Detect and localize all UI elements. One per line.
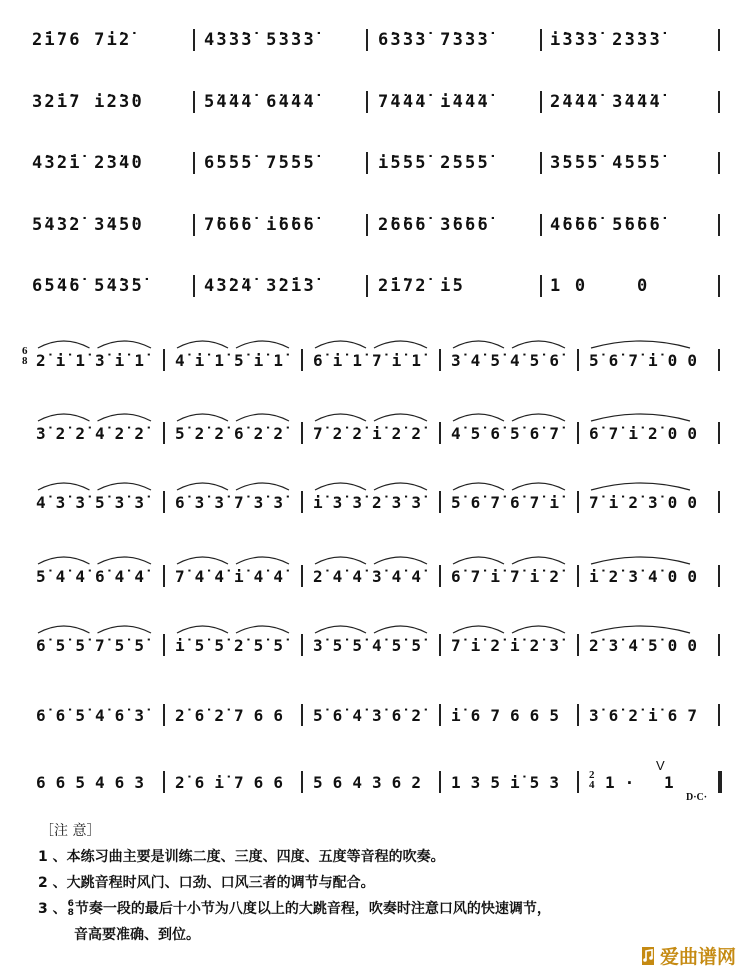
time-sig-bottom: 8 [22, 355, 28, 367]
measure: 3̇ 5̇ 5̇ 4̇ 5̇ 5̇ [313, 635, 422, 655]
barline [366, 91, 368, 113]
barline [301, 565, 303, 587]
barline [577, 422, 579, 444]
watermark-text: 爱曲谱网 [659, 946, 736, 968]
measure: 5̇ 6̇ 7̇ i̇ 0 0 [589, 350, 698, 370]
slur-arc [315, 557, 366, 564]
time-sig-top: 2 [589, 769, 595, 781]
slur-arc [98, 341, 152, 348]
slur-marks [313, 409, 431, 423]
slur-marks [313, 621, 431, 635]
measure: 6̇ 6̇ 5̇ 4̇ 6̇ 3̇ [36, 705, 145, 725]
score-line-11 [0, 695, 750, 735]
note-item-2: 2 、大跳音程时风门、口劲、口风三者的调节与配合。 [38, 875, 375, 891]
barline [718, 491, 720, 513]
barline [301, 704, 303, 726]
notes-block [38, 818, 718, 948]
barline [366, 152, 368, 174]
score-line-5 [0, 266, 750, 306]
barline [366, 29, 368, 51]
barline [301, 491, 303, 513]
measure: 3̇ 4̇ 5̇ 4̇ 5̇ 6̇ [451, 350, 560, 370]
measure: i̇ 5̇ 5̇ 2̇ 5̇ 5̇ [175, 635, 284, 655]
measure: 7̇ i̇ 2̇ 3̇ 0 0 [589, 492, 698, 512]
slur-arc [374, 557, 427, 564]
barline [718, 422, 720, 444]
slur-arc [591, 341, 690, 348]
slur-arc [236, 414, 289, 421]
barline [577, 634, 579, 656]
score-line-8 [0, 482, 750, 522]
measure: i̇3̇3̇3̇ 2̇3̇3̇3̇ [550, 30, 662, 50]
slur-arc [38, 414, 90, 421]
measure: 6̇ 5̇ 5̇ 7̇ 5̇ 5̇ [36, 635, 145, 655]
slur-arc [177, 414, 228, 421]
barline [163, 634, 165, 656]
slur-arc [177, 626, 228, 633]
note-item-1: 1 、本练习曲主要是训练二度、三度、四度、五度等音程的吹奏。 [38, 849, 445, 865]
time-signature-6-8 [22, 346, 28, 366]
slur-arc [38, 626, 90, 633]
barline [301, 349, 303, 371]
barline [193, 152, 195, 174]
measure: 5 6 4 3 6 2 [313, 772, 422, 792]
note-item-3-continued: 音高要准确、到位。 [74, 927, 200, 943]
slur-arc [512, 414, 565, 421]
score-line-4 [0, 205, 750, 245]
measure: 6̇5̇5̇5̇ 7̇5̇5̇5̇ [204, 153, 316, 173]
barline [540, 29, 542, 51]
slur-arc [453, 483, 504, 490]
slur-marks [451, 336, 569, 350]
slur-arc [236, 341, 289, 348]
slur-marks [36, 552, 155, 566]
note-item-3-text: 节奏一段的最后十小节为八度以上的大跳音程，吹奏时注意口风的快速调节， [74, 901, 551, 917]
measure: 5̇4̇3̇2̇ 3̇4̇5̇0 [32, 215, 144, 235]
measure: 3̇2̇i̇7 i̇2̇3̇0 [32, 92, 144, 112]
barline [718, 152, 720, 174]
measure: 6 6 5 4 6 3 [36, 772, 145, 792]
measure: 6̇ i̇ 1̇ 7̇ i̇ 1̇ [313, 350, 422, 370]
breath-mark: V [656, 758, 665, 773]
slur-arc [512, 557, 565, 564]
barline [439, 565, 441, 587]
slur-arc [98, 483, 152, 490]
slur-arc [236, 557, 289, 564]
slur-arc [38, 341, 90, 348]
slur-arc [591, 414, 690, 421]
barline [439, 704, 441, 726]
measure: 2̇ i̇ 1̇ 3̇ i̇ 1̇ [36, 350, 145, 370]
measure: i̇ 2̇ 3̇ 4̇ 0 0 [589, 566, 698, 586]
time-sig-bottom: 4 [589, 779, 595, 791]
slur-marks [451, 552, 569, 566]
measure: 7̇ 4̇ 4̇ i̇ 4̇ 4̇ [175, 566, 284, 586]
barline [577, 565, 579, 587]
measure: 2̇i̇72̇ i̇5 [378, 276, 466, 296]
slur-arc [374, 483, 427, 490]
barline [718, 349, 720, 371]
time-sig-top: 6 [22, 345, 28, 357]
measure: 7̇ i̇ 2̇ i̇ 2̇ 3̇ [451, 635, 560, 655]
measure: 2̇ 6̇ 2̇ 7 6 6 [175, 705, 284, 725]
barline [718, 704, 720, 726]
barline [193, 91, 195, 113]
barline [163, 704, 165, 726]
slur-arc [591, 626, 690, 633]
barline [439, 422, 441, 444]
slur-arc [453, 341, 504, 348]
barline [301, 422, 303, 444]
barline [163, 771, 165, 793]
barline [577, 771, 579, 793]
slur-arc [512, 483, 565, 490]
slur-arc [512, 341, 565, 348]
barline [577, 704, 579, 726]
barline [439, 771, 441, 793]
barline [193, 214, 195, 236]
slur-arc [38, 557, 90, 564]
slur-arc [98, 626, 152, 633]
frac-top: 6 [67, 899, 74, 909]
score-line-12 [0, 758, 750, 803]
slur-marks [175, 478, 293, 492]
score-line-9 [0, 556, 750, 596]
barline [163, 491, 165, 513]
measure: 3̇ 2̇ 2̇ 4̇ 2̇ 2̇ [36, 423, 145, 443]
measure: 5̇ 6̇ 4̇ 3̇ 6̇ 2̇ [313, 705, 422, 725]
slur-arc [374, 341, 427, 348]
measure: i̇ 6 7 6 6 5 [451, 705, 560, 725]
measure: 6̇ 3̇ 3̇ 7̇ 3̇ 3̇ [175, 492, 284, 512]
slur-marks [313, 336, 431, 350]
measure: 6̇5̇4̇6̇ 5̇4̇3̇5̇ [32, 276, 144, 296]
slur-marks [589, 621, 710, 635]
slur-arc [591, 483, 690, 490]
measure: 6̇ 7̇ i̇ 7̇ i̇ 2̇ [451, 566, 560, 586]
slur-arc [315, 483, 366, 490]
measure: 1 · 1 [605, 772, 674, 792]
measure: 2̇ 6 i̇ 7 6 6 [175, 772, 284, 792]
measure: 2̇i̇76 7i̇2̇ [32, 30, 132, 50]
slur-arc [236, 626, 289, 633]
barline [718, 29, 720, 51]
barline [366, 275, 368, 297]
measure: 2̇6̇6̇6̇ 3̇6̇6̇6̇ [378, 215, 490, 235]
barline [163, 349, 165, 371]
note-item-3-fraction [68, 900, 74, 918]
measure: 5̇ 2̇ 2̇ 6̇ 2̇ 2̇ [175, 423, 284, 443]
slur-arc [98, 414, 152, 421]
slur-marks [36, 336, 155, 350]
measure: 7̇6̇6̇6̇ i̇6̇6̇6̇ [204, 215, 316, 235]
barline [439, 491, 441, 513]
note-item-3-prefix: 3 、 [38, 901, 67, 917]
slur-arc [315, 414, 366, 421]
slur-arc [374, 626, 427, 633]
note-item-3 [38, 896, 718, 922]
frac-bottom: 8 [67, 908, 74, 918]
barline [718, 214, 720, 236]
slur-arc [177, 557, 228, 564]
measure: 5̇ 4̇ 4̇ 6̇ 4̇ 4̇ [36, 566, 145, 586]
measure: 7̇ 2̇ 2̇ i̇ 2̇ 2̇ [313, 423, 422, 443]
slur-arc [177, 341, 228, 348]
score-line-1 [0, 20, 750, 60]
measure: 6̇3̇3̇3̇ 7̇3̇3̇3̇ [378, 30, 490, 50]
slur-arc [453, 414, 504, 421]
da-capo-mark: D·C· [686, 792, 708, 803]
slur-arc [453, 557, 504, 564]
slur-marks [175, 336, 293, 350]
barline [718, 565, 720, 587]
slur-marks [451, 409, 569, 423]
measure: 5̇ 6̇ 7̇ 6̇ 7̇ i̇ [451, 492, 560, 512]
slur-marks [36, 621, 155, 635]
score-line-2 [0, 82, 750, 122]
slur-marks [589, 409, 710, 423]
slur-arc [177, 483, 228, 490]
barline [540, 214, 542, 236]
barline [193, 29, 195, 51]
barline [439, 349, 441, 371]
slur-marks [313, 478, 431, 492]
measure: 3̇5̇5̇5̇ 4̇5̇5̇5̇ [550, 153, 662, 173]
slur-arc [315, 626, 366, 633]
measure: 4̇ 3̇ 3̇ 5̇ 3̇ 3̇ [36, 492, 145, 512]
slur-arc [98, 557, 152, 564]
barline [163, 422, 165, 444]
music-note-logo-icon [640, 946, 656, 966]
barline [366, 214, 368, 236]
barline [163, 565, 165, 587]
measure: 4̇ i̇ 1̇ 5̇ i̇ 1̇ [175, 350, 284, 370]
measure: 4̇3̇3̇3̇ 5̇3̇3̇3̇ [204, 30, 316, 50]
measure: 4̇3̇2̇i̇ 2̇3̇4̇0 [32, 153, 144, 173]
slur-arc [236, 483, 289, 490]
measure: 2̇ 4̇ 4̇ 3̇ 4̇ 4̇ [313, 566, 422, 586]
measure: 4̇ 5̇ 6̇ 5̇ 6̇ 7̇ [451, 423, 560, 443]
slur-marks [589, 336, 710, 350]
slur-marks [589, 552, 710, 566]
slur-marks [313, 552, 431, 566]
measure: 4̇6̇6̇6̇ 5̇6̇6̇6̇ [550, 215, 662, 235]
barline [718, 634, 720, 656]
slur-marks [451, 478, 569, 492]
barline [540, 152, 542, 174]
site-watermark [640, 942, 736, 969]
measure: i̇ 3̇ 3̇ 2̇ 3̇ 3̇ [313, 492, 422, 512]
slur-marks [36, 478, 155, 492]
slur-marks [589, 478, 710, 492]
measure: 1 0 0 [550, 276, 650, 296]
measure: 2̇ 3̇ 4̇ 5̇ 0 0 [589, 635, 698, 655]
measure: 1 3 5 i̇ 5 3 [451, 772, 560, 792]
slur-marks [175, 621, 293, 635]
measure: 4̇3̇2̇4̇ 3̇2̇i̇3̇ [204, 276, 316, 296]
measure: i̇5̇5̇5̇ 2̇5̇5̇5̇ [378, 153, 490, 173]
measure: 5̇4̇4̇4̇ 6̇4̇4̇4̇ [204, 92, 316, 112]
time-signature-2-4 [589, 770, 595, 790]
barline [301, 634, 303, 656]
barline [301, 771, 303, 793]
barline [718, 91, 720, 113]
slur-arc [38, 483, 90, 490]
barline [540, 275, 542, 297]
measure: 3̇ 6̇ 2̇ i̇ 6 7 [589, 705, 698, 725]
barline [577, 491, 579, 513]
slur-arc [315, 341, 366, 348]
barline [718, 275, 720, 297]
barline [540, 91, 542, 113]
slur-arc [374, 414, 427, 421]
score-line-6 [0, 340, 750, 380]
final-barline [718, 771, 722, 793]
notes-heading: ［注 意］ [40, 823, 101, 839]
measure: 2̇4̇4̇4̇ 3̇4̇4̇4̇ [550, 92, 662, 112]
score-line-7 [0, 413, 750, 453]
measure: 6̇ 7̇ i̇ 2̇ 0 0 [589, 423, 698, 443]
score-line-10 [0, 625, 750, 665]
slur-marks [175, 552, 293, 566]
barline [439, 634, 441, 656]
slur-arc [591, 557, 690, 564]
barline [577, 349, 579, 371]
measure: 7̇4̇4̇4̇ i̇4̇4̇4̇ [378, 92, 490, 112]
slur-marks [175, 409, 293, 423]
slur-arc [512, 626, 565, 633]
slur-marks [36, 409, 155, 423]
slur-arc [453, 626, 504, 633]
score-line-3 [0, 143, 750, 183]
slur-marks [451, 621, 569, 635]
barline [193, 275, 195, 297]
